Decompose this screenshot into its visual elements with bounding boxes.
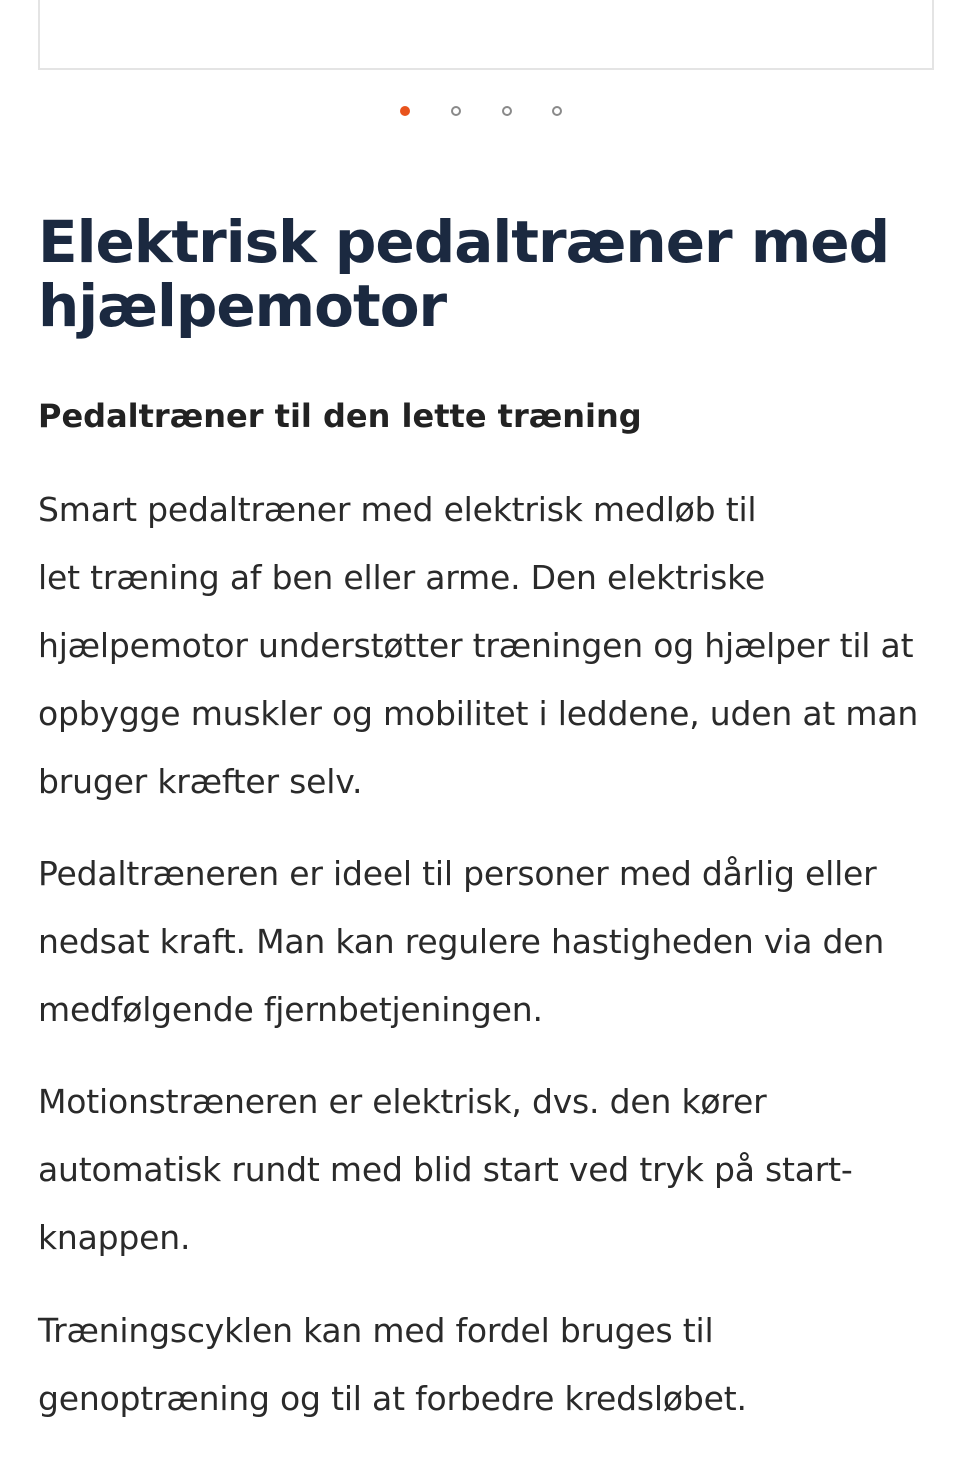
description-line: Træningscyklen kan med fordel bruges til (38, 1311, 714, 1350)
carousel-dot-4[interactable] (552, 106, 562, 116)
carousel-dot-3[interactable] (502, 106, 512, 116)
description-line: medfølgende fjernbetjeningen. (38, 990, 543, 1029)
description-line: Smart pedaltræner med elektrisk medløb til (38, 490, 757, 529)
description-line: nedsat kraft. Man kan regulere hastigheden via den (38, 922, 885, 961)
product-image-carousel[interactable] (38, 0, 934, 70)
product-subtitle: Pedaltræner til den lette træning (38, 397, 642, 435)
carousel-dot-2[interactable] (451, 106, 461, 116)
description-paragraph-4 (38, 1297, 938, 1433)
product-title: Elektrisk pedaltræner med hjælpemotor (38, 208, 890, 340)
description-line: opbygge muskler og mobilitet i leddene, uden at man (38, 694, 919, 733)
description-line: genoptræning og til at forbedre kredsløbet. (38, 1379, 747, 1418)
description-paragraph-2 (38, 840, 938, 1044)
description-line: bruger kræfter selv. (38, 762, 363, 801)
description-line: Motionstræneren er elektrisk, dvs. den kører (38, 1082, 767, 1121)
description-line: hjælpemotor understøtter træningen og hjælper til at (38, 626, 914, 665)
description-line: let træning af ben eller arme. Den elektriske (38, 558, 765, 597)
description-line: automatisk rundt med blid start ved tryk på start- (38, 1150, 853, 1189)
description-line: knappen. (38, 1218, 191, 1257)
description-paragraph-3 (38, 1068, 938, 1272)
description-line: Pedaltræneren er ideel til personer med dårlig eller (38, 854, 877, 893)
carousel-dot-1[interactable] (400, 106, 410, 116)
carousel-pagination (0, 104, 960, 120)
description-paragraph-1 (38, 476, 938, 816)
